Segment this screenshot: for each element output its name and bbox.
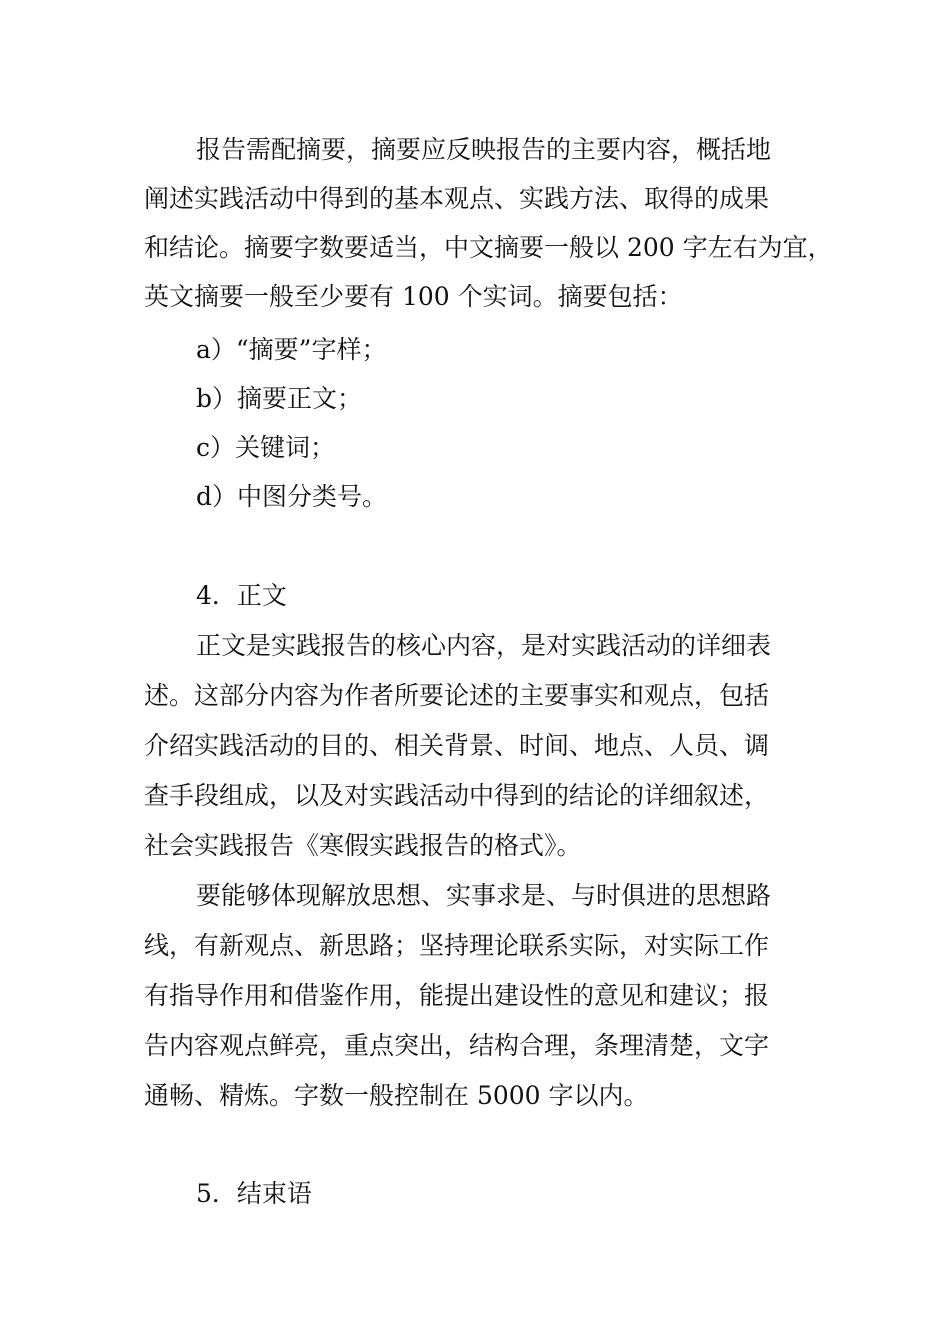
abstract-item-a: a）“摘要”字样；: [196, 335, 387, 364]
abstract-paragraph-line-1: 报告需配摘要，摘要应反映报告的主要内容，概括地: [196, 135, 772, 164]
section-4-paragraph-2-line-2: 线，有新观点、新思路；坚持理论联系实际，对实际工作: [144, 931, 770, 960]
abstract-paragraph-line-2: 阐述实践活动中得到的基本观点、实践方法、取得的成果: [144, 184, 770, 213]
abstract-item-c: c）关键词；: [196, 433, 336, 462]
section-4-paragraph-2-line-3: 有指导作用和借鉴作用，能提出建设性的意见和建议；报: [144, 981, 770, 1010]
section-4-paragraph-2-line-4: 告内容观点鲜亮，重点突出，结构合理，条理清楚，文字: [144, 1031, 770, 1060]
abstract-item-b: b）摘要正文；: [196, 384, 363, 413]
abstract-item-d: d）中图分类号。: [196, 482, 388, 511]
section-4-paragraph-1-line-2: 述。这部分内容为作者所要论述的主要事实和观点，包括: [144, 681, 770, 710]
abstract-paragraph-line-4: 英文摘要一般至少要有 100 个实词。摘要包括：: [144, 282, 683, 311]
section-5-heading: 5．结束语: [196, 1179, 312, 1208]
abstract-paragraph-line-3: 和结论。摘要字数要适当，中文摘要一般以 200 字左右为宜，: [144, 233, 833, 262]
section-4-paragraph-1-line-5: 社会实践报告《寒假实践报告的格式》。: [144, 831, 582, 860]
section-4-paragraph-1-line-4: 查手段组成，以及对实践活动中得到的结论的详细叙述，: [144, 781, 770, 810]
section-4-paragraph-1-line-1: 正文是实践报告的核心内容，是对实践活动的详细表: [196, 631, 772, 660]
section-4-paragraph-2-line-5: 通畅、精炼。字数一般控制在 5000 字以内。: [144, 1081, 649, 1110]
section-4-paragraph-2-line-1: 要能够体现解放思想、实事求是、与时俱进的思想路: [196, 881, 772, 910]
section-4-paragraph-1-line-3: 介绍实践活动的目的、相关背景、时间、地点、人员、调: [144, 731, 770, 760]
section-4-heading: 4．正文: [196, 581, 287, 610]
